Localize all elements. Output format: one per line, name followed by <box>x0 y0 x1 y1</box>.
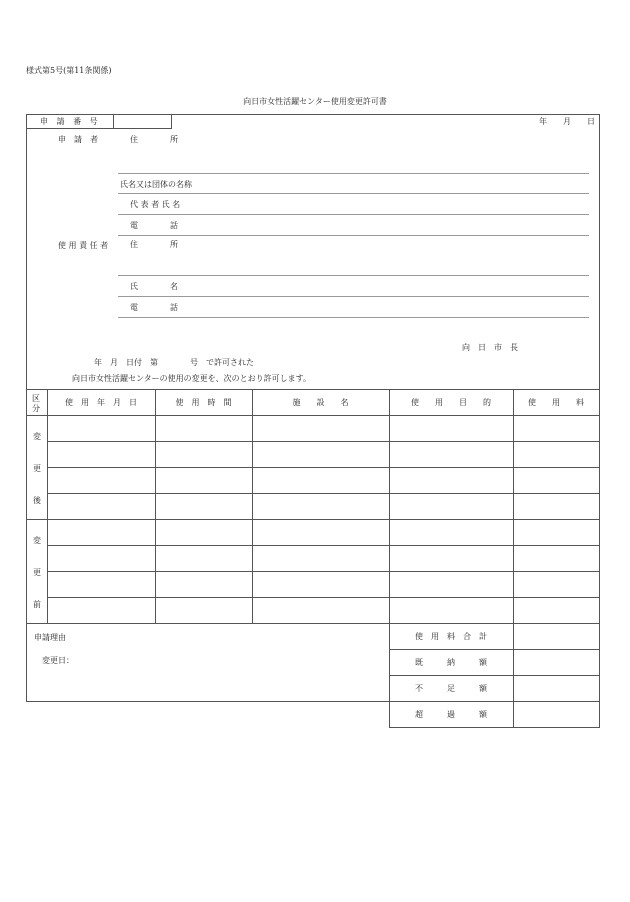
after-row4-purpose[interactable] <box>391 496 511 517</box>
fee-total-label: 使 用 料 合 計 <box>415 632 487 641</box>
after-row3-purpose[interactable] <box>391 470 511 491</box>
after-row2-facility[interactable] <box>254 444 387 465</box>
before-row4-date[interactable] <box>49 600 153 621</box>
excess-value[interactable] <box>515 704 597 725</box>
after-row1-purpose[interactable] <box>391 418 511 439</box>
reason-label: 申請理由 <box>34 633 66 642</box>
application-number-field[interactable] <box>116 117 168 127</box>
applicant-name-line[interactable] <box>118 193 589 194</box>
after-label-2: 更 <box>33 464 41 473</box>
representative-label: 代 表 者 氏 名 <box>130 200 181 209</box>
after-row2-time[interactable] <box>157 444 250 465</box>
form-number: 様式第5号(第11条関係) <box>26 66 112 75</box>
permit-reference: 年 月 日付 第 号 で許可された <box>94 358 254 367</box>
manager-phone-label: 電 話 <box>130 303 178 312</box>
before-row4-purpose[interactable] <box>391 600 511 621</box>
applicant-name-label: 氏名又は団体の名称 <box>120 180 192 189</box>
after-row1-fee[interactable] <box>515 418 597 439</box>
applicant-address-line[interactable] <box>118 173 589 174</box>
permit-statement: 向日市女性活躍センターの使用の変更を、次のとおり許可します。 <box>72 374 312 383</box>
before-label-1: 変 <box>33 536 41 545</box>
after-row1-time[interactable] <box>157 418 250 439</box>
col-header-time: 使 用 時 間 <box>175 398 232 407</box>
reason-field[interactable] <box>90 652 380 692</box>
before-row3-fee[interactable] <box>515 574 597 595</box>
before-row1-facility[interactable] <box>254 522 387 543</box>
applicant-phone-line[interactable] <box>118 235 589 236</box>
after-row3-date[interactable] <box>49 470 153 491</box>
before-row1-purpose[interactable] <box>391 522 511 543</box>
before-row2-fee[interactable] <box>515 548 597 569</box>
after-row2-date[interactable] <box>49 444 153 465</box>
after-label-3: 後 <box>33 496 41 505</box>
excess-label: 超 過 額 <box>415 710 487 719</box>
before-row4-facility[interactable] <box>254 600 387 621</box>
after-row4-time[interactable] <box>157 496 250 517</box>
before-row2-facility[interactable] <box>254 548 387 569</box>
col-header-date: 使 用 年 月 日 <box>65 398 137 407</box>
paid-amount-label: 既 納 額 <box>415 658 487 667</box>
page-title: 向日市女性活躍センター使用変更許可書 <box>243 97 387 106</box>
applicant-phone-label: 電 話 <box>130 221 178 230</box>
manager-name-label: 氏 名 <box>130 282 178 291</box>
after-row4-facility[interactable] <box>254 496 387 517</box>
before-row1-date[interactable] <box>49 522 153 543</box>
before-label-3: 前 <box>33 600 41 609</box>
before-row1-time[interactable] <box>157 522 250 543</box>
before-row1-fee[interactable] <box>515 522 597 543</box>
after-row3-facility[interactable] <box>254 470 387 491</box>
kubun-header: 区分 <box>32 394 40 413</box>
after-row1-facility[interactable] <box>254 418 387 439</box>
issue-date[interactable]: 年 月 日 <box>539 117 595 126</box>
application-number-label: 申 請 番 号 <box>40 117 101 126</box>
after-row1-date[interactable] <box>49 418 153 439</box>
before-row2-date[interactable] <box>49 548 153 569</box>
applicant-label: 申 請 者 <box>58 135 98 144</box>
change-date-label: 変更日： <box>42 656 74 665</box>
manager-address-label: 住 所 <box>130 240 178 249</box>
after-row3-fee[interactable] <box>515 470 597 491</box>
before-row2-purpose[interactable] <box>391 548 511 569</box>
before-label-2: 更 <box>33 568 41 577</box>
manager-address-line[interactable] <box>118 275 589 276</box>
before-row3-time[interactable] <box>157 574 250 595</box>
mayor-label: 向 日 市 長 <box>462 343 518 352</box>
after-row3-time[interactable] <box>157 470 250 491</box>
representative-line[interactable] <box>118 214 589 215</box>
before-row2-time[interactable] <box>157 548 250 569</box>
after-row2-fee[interactable] <box>515 444 597 465</box>
after-row4-fee[interactable] <box>515 496 597 517</box>
before-row3-date[interactable] <box>49 574 153 595</box>
shortage-value[interactable] <box>515 678 597 699</box>
fee-total-value[interactable] <box>515 626 597 647</box>
manager-label: 使 用 責 任 者 <box>58 241 109 250</box>
manager-name-line[interactable] <box>118 296 589 297</box>
after-label-1: 変 <box>33 432 41 441</box>
col-header-purpose: 使 用 目 的 <box>411 398 491 407</box>
applicant-address-label: 住 所 <box>130 135 178 144</box>
after-row4-date[interactable] <box>49 496 153 517</box>
before-row4-fee[interactable] <box>515 600 597 621</box>
manager-phone-line[interactable] <box>118 317 589 318</box>
paid-amount-value[interactable] <box>515 652 597 673</box>
col-header-fee: 使 用 料 <box>528 398 584 407</box>
before-row3-purpose[interactable] <box>391 574 511 595</box>
before-row4-time[interactable] <box>157 600 250 621</box>
after-row2-purpose[interactable] <box>391 444 511 465</box>
col-header-facility: 施 設 名 <box>292 398 349 407</box>
before-row3-facility[interactable] <box>254 574 387 595</box>
shortage-label: 不 足 額 <box>415 684 487 693</box>
